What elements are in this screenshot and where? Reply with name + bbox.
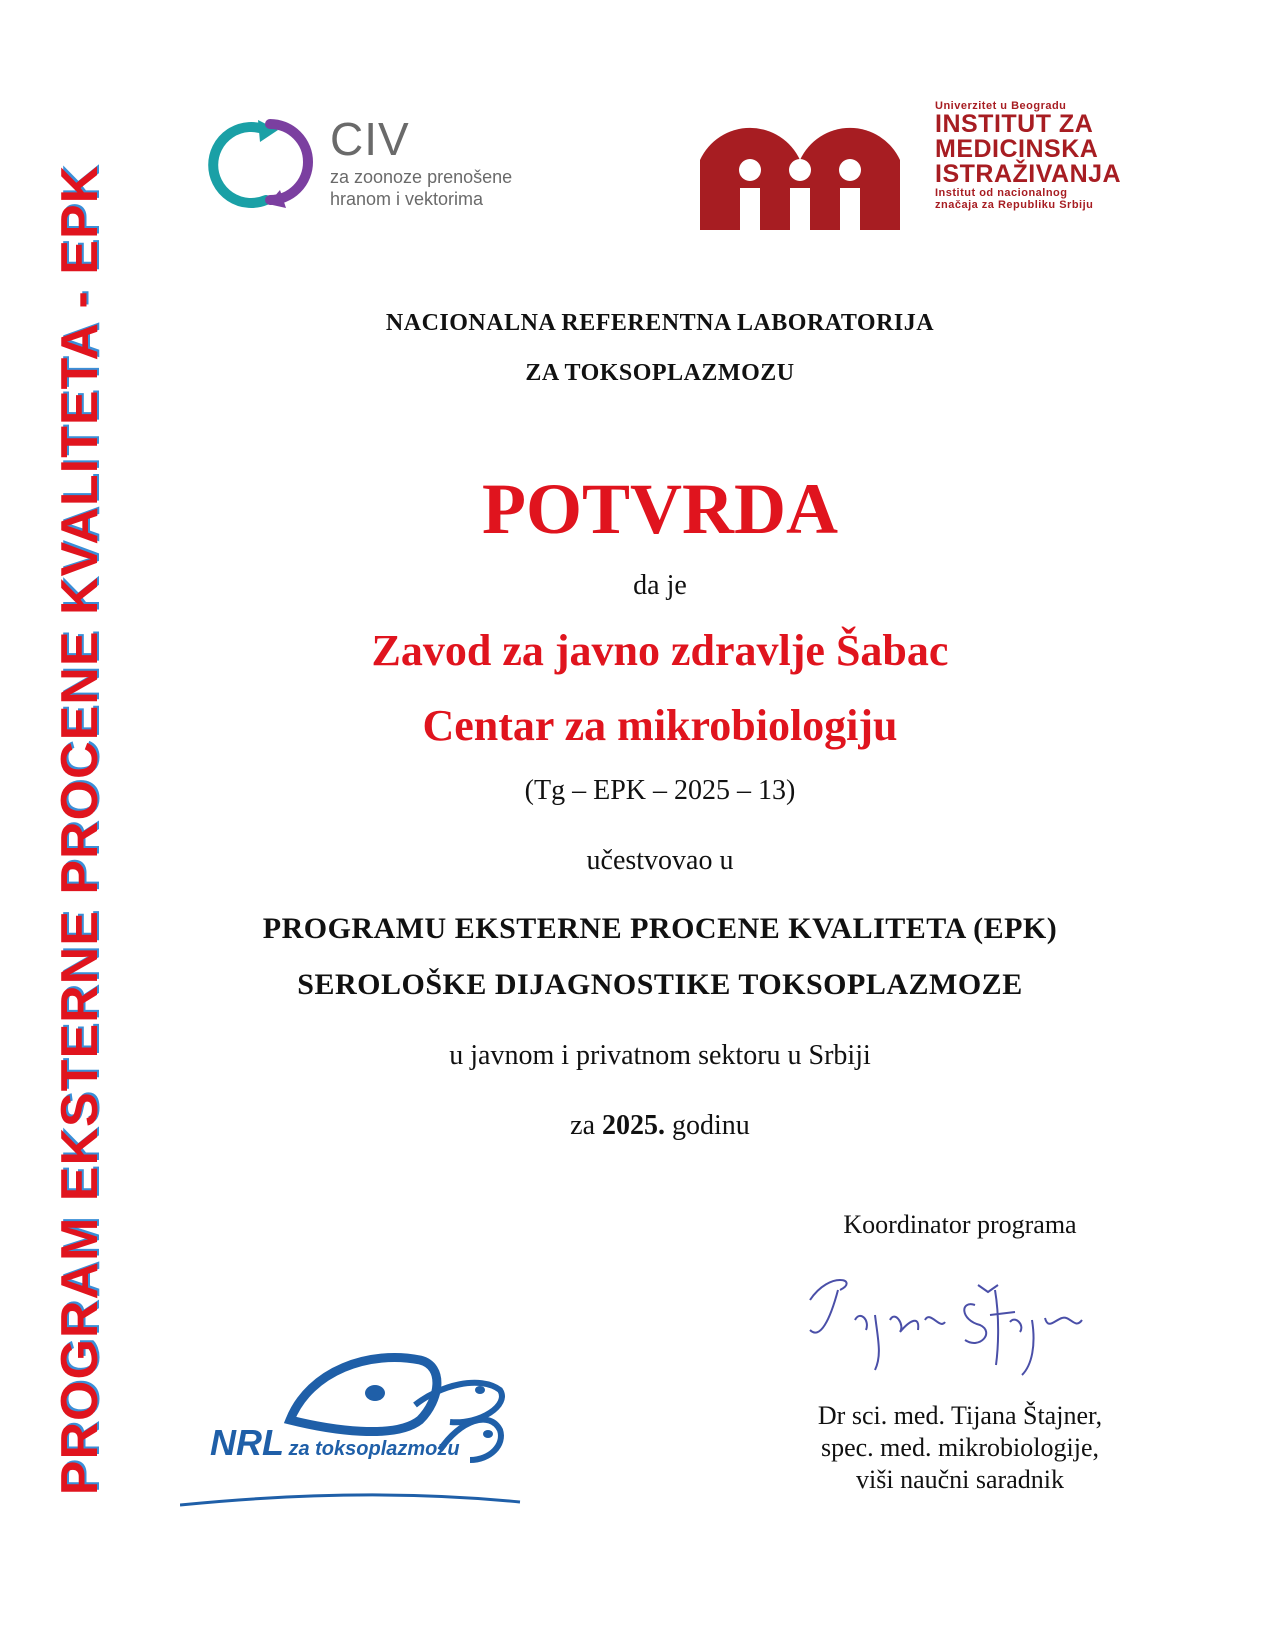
program-line1: PROGRAMU EKSTERNE PROCENE KVALITETA (EPK) [262,912,1058,945]
institution-name: Zavod za javno zdravlje Šabac [371,626,949,675]
signatory-title2: viši naučni saradnik [856,1465,1064,1494]
institution-department: Centar za mikrobiologiju [422,701,898,750]
civ-title: CIV [330,113,410,165]
civ-cycle-icon [208,112,328,212]
program-line2: SEROLOŠKE DIJAGNOSTIKE TOKSOPLAZMOZE [297,968,1023,1001]
nrl-logo-subtext: za toksoplazmozu [288,1438,460,1460]
lab-heading-line1: NACIONALNA REFERENTNA LABORATORIJA [385,310,935,336]
signatory-name: Dr sci. med. Tijana Štajner, [817,1401,1103,1430]
participated-text: učestvovao u [586,845,734,876]
side-banner: PROGRAM EKSTERNE PROCENE KVALITETA - EPK [51,164,109,1496]
imi-emblem-icon [700,100,910,230]
certificate-code: (Tg – EPK – 2025 – 13) [524,775,796,806]
handwritten-signature [800,1260,1100,1380]
page-title: POTVRDA [482,469,838,549]
da-je-text: da je [633,570,687,601]
sector-text: u javnom i privatnom sektoru u Srbiji [449,1040,871,1071]
imi-logo [700,100,1160,230]
year-line: za 2025. godinu [570,1110,750,1141]
civ-logo [208,112,513,212]
coordinator-role: Koordinator programa [843,1210,1077,1239]
nrl-logo-text: NRL [210,1422,284,1463]
signatory-info [780,1400,1140,1496]
nrl-logo [180,1330,540,1520]
year-value: 2025. [602,1110,666,1141]
lab-heading-line2: ZA TOKSOPLAZMOZU [525,360,795,386]
signatory-title1: spec. med. mikrobiologije, [820,1433,1099,1462]
civ-subtitle: za zoonoze prenošene hranom i vektorima [330,167,513,209]
imi-text: Univerzitet u Beogradu INSTITUT ZA MEDICINSKA ISTRAŽIVANJA Institut od nacionalnog značaja za Republiku Srbiju [935,100,1122,211]
